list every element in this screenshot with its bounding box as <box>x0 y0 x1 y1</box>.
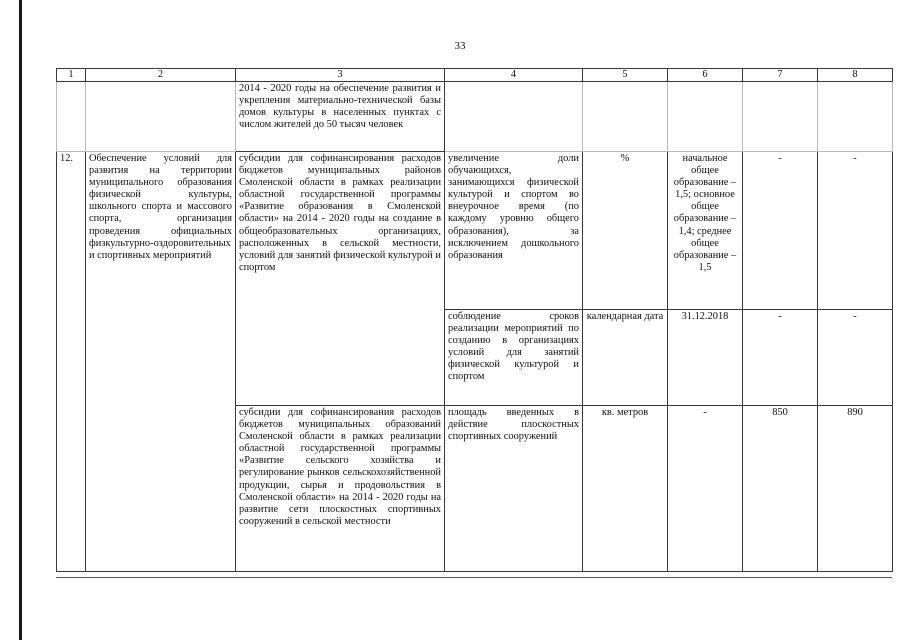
scan-edge <box>19 0 22 640</box>
header-row <box>57 69 893 82</box>
cell-empty <box>668 82 743 152</box>
cell-empty <box>818 82 893 152</box>
cell-value-2019: - <box>818 152 893 310</box>
cell-measure-1: субсидии для софинансирования расходов бюджетов муниципальных районов Смоленской области в рамках реализации областной государственной программы «Развитие образования в Смоленской области» на 2014 - 2020 годы на создание в общеобразовательных организациях, расположенных в сельской местности, условий для занятий физической культурой и спортом <box>236 152 445 406</box>
cell-empty <box>583 82 668 152</box>
cell-value-2018: 850 <box>743 406 818 572</box>
header-cell: 3 <box>236 69 445 82</box>
table-row-continuation <box>57 82 893 152</box>
cell-measure-2: субсидии для софинансирования расходов бюджетов муниципальных образований Смоленской области в рамках реализации областной государственной программы «Развитие сельского хозяйства и регулирование рынков сельскохозяйственной продукции, сырья и продовольствия в Смоленской области» на 2014 - 2020 годы на развитие сети плоскостных спортивных сооружений в сельской местности <box>236 406 445 572</box>
cell-unit-1: % <box>583 152 668 310</box>
cell-activity-name: Обеспечение условий для развития на территории муниципального образования физической культуры, школьного спорта и массового спорта, организация проведения официальных физкультурно-оздоровительных и спортивных мероприятий <box>86 152 236 572</box>
cell-unit-2: календарная дата <box>583 310 668 406</box>
header-cell: 6 <box>668 69 743 82</box>
header-cell: 7 <box>743 69 818 82</box>
cell-value-2017: начальное общее образование – 1,5; основное общее образование – 1,4; среднее общее образование – 1,5 <box>668 152 743 310</box>
header-cell: 5 <box>583 69 668 82</box>
cell-empty <box>86 82 236 152</box>
cell-measure-continued: 2014 - 2020 годы на обеспечение развития и укрепления материально-технической базы домов культуры в населенных пунктах с числом жителей до 50 тысяч человек <box>236 82 445 152</box>
measures-table <box>56 68 893 572</box>
cell-unit-3: кв. метров <box>583 406 668 572</box>
cell-value-2019: 890 <box>818 406 893 572</box>
cell-value-2018: - <box>743 310 818 406</box>
header-cell: 8 <box>818 69 893 82</box>
header-cell: 4 <box>445 69 583 82</box>
cell-indicator-3: площадь введенных в действие плоскостных спортивных сооружений <box>445 406 583 572</box>
header-cell: 1 <box>57 69 86 82</box>
cell-empty <box>743 82 818 152</box>
page-number: 33 <box>454 40 466 52</box>
cell-empty <box>445 82 583 152</box>
cell-indicator-1: увеличение доли обучающихся, занимающихся физической культурой и спортом во внеурочное время (по каждому уровню общего образования), за исключением дошкольного образования <box>445 152 583 310</box>
row-number: 12. <box>57 152 86 572</box>
cell-value-2017: 31.12.2018 <box>668 310 743 406</box>
cell-indicator-2: соблюдение сроков реализации мероприятий по созданию в организациях условий для занятий физической культурой и спортом <box>445 310 583 406</box>
cell-value-2018: - <box>743 152 818 310</box>
cell-value-2019: - <box>818 310 893 406</box>
cell-empty <box>57 82 86 152</box>
table-row-12a <box>57 152 893 310</box>
bottom-rule <box>56 577 892 578</box>
cell-value-2017: - <box>668 406 743 572</box>
header-cell: 2 <box>86 69 236 82</box>
